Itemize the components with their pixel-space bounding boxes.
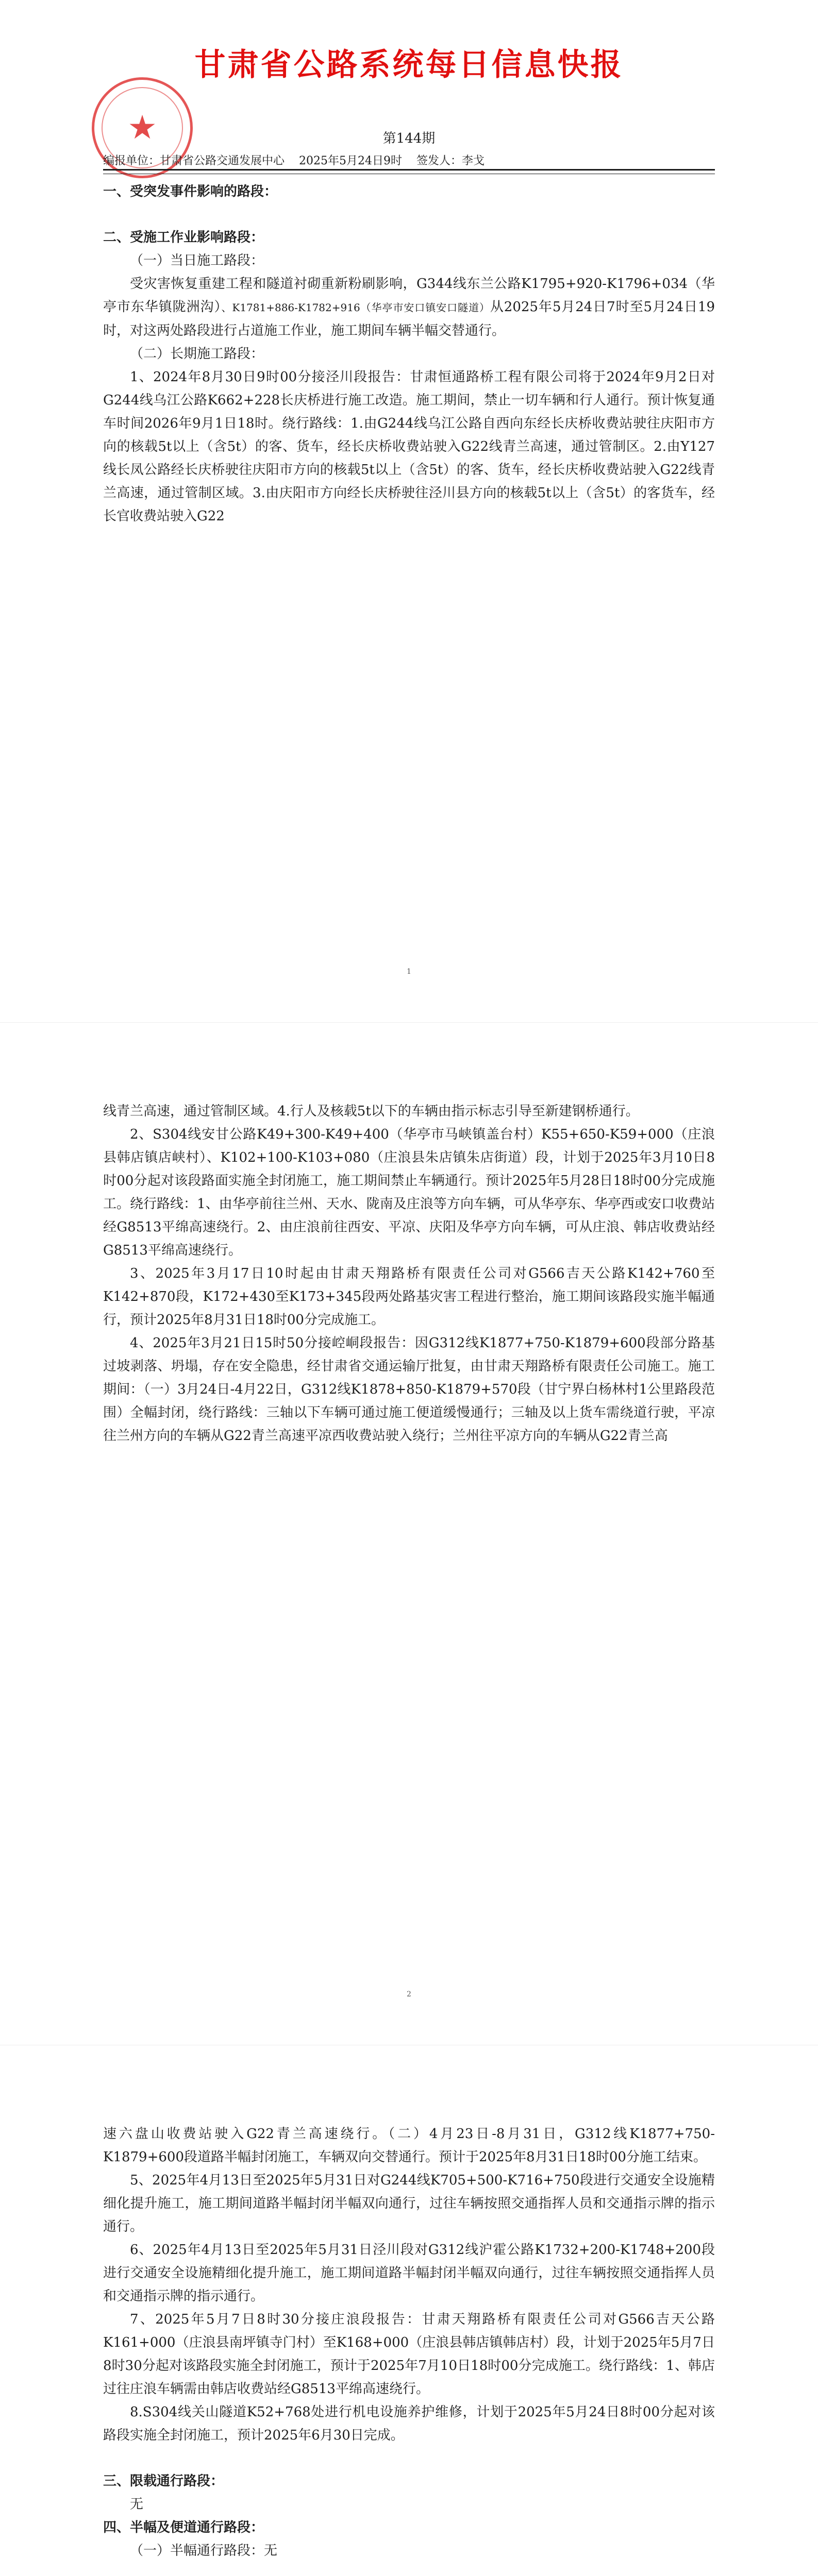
report-date: 2025年5月24日9时 — [299, 155, 402, 167]
item-3-paragraph: 3、2025年3月17日10时起由甘肃天翔路桥有限责任公司对G566吉天公路K142+760至K142+870段，K172+430至K173+345段两处路基灾害工程进行整治，施工期间该路段实施半幅通行，预计2025年8月31日18时00分完成施工。 — [103, 1266, 715, 1328]
page-1-body — [103, 180, 715, 528]
item-2-paragraph: 2、S304线安甘公路K49+300-K49+400（华亭市马峡镇盖台村）K55+650-K59+000（庄浪县韩店镇店峡村）、K102+100-K103+080（庄浪县朱店镇朱店街道）段，计划于2025年3月10日8时00分起对该段路面实施全封闭施工，施工期间禁止车辆通行。预计2025年5月28日18时00分完成施工。绕行路线：1、由华亭前往兰州、天水、陇南及庄浪等方向车辆，可从华亭东、华亭西或安口收费站经G8513平绵高速绕行。2、由庄浪前往西安、平凉、庆阳及华亭方向车辆，可从庄浪、韩店收费站经G8513平绵高速绕行。 — [103, 1127, 715, 1258]
paragraph-text: 受灾害恢复重建工程和隧道衬砌重新粉刷影响，G344线东兰公路K1795+920-K1796+034（华亭市东华镇陇洲沟） — [103, 276, 715, 315]
page-2-body — [103, 1100, 715, 1448]
star-icon: ★ — [127, 109, 157, 147]
document-title: 甘肃省公路系统每日信息快报 — [194, 47, 624, 83]
item-5-paragraph: 5、2025年4月13日至2025年5月31日对G244线K705+500-K716+750段进行交通安全设施精细化提升施工，施工期间道路半幅封闭半幅双向通行，过往车辆按照交通指挥人员和交通指示牌的指示通行。 — [103, 2173, 715, 2234]
item-6-paragraph: 6、2025年4月13日至2025年5月31日泾川段对G312线沪霍公路K1732+200-K1748+200段进行交通安全设施精细化提升施工，施工期间道路半幅封闭半幅双向通行，过往车辆按照交通指挥人员和交通指示牌的指示通行。 — [103, 2242, 715, 2304]
section-1-heading: 一、受突发事件影响的路段： — [103, 184, 278, 199]
signer: 签发人：李戈 — [416, 155, 485, 167]
section-2-heading: 二、受施工作业影响路段： — [103, 230, 264, 245]
section-2-1-heading: （一）当日施工路段： — [130, 253, 264, 268]
section-4-1: （一）半幅通行路段：无 — [130, 2543, 278, 2558]
compiler: 编报单位：甘肃省公路交通发展中心 — [103, 155, 285, 167]
section-3-none: 无 — [130, 2497, 144, 2512]
header-rule — [103, 169, 715, 171]
item-7-paragraph: 7、2025年5月7日8时30分接庄浪段报告：甘肃天翔路桥有限责任公司对G566吉天公路K161+000（庄浪县南坪镇寺门村）至K168+000（庄浪县韩店镇韩店村）段，计划于2025年5月7日8时30分起对该路段实施全封闭施工，预计于2025年7月10日18时00分完成施工。绕行路线：1、韩店过往庄浪车辆需由韩店收费站经G8513平绵高速绕行。 — [103, 2312, 715, 2397]
issue-number: 第144期 — [382, 131, 436, 146]
item-4-continued: 速六盘山收费站驶入G22青兰高速绕行。（二）4月23日-8月31日，G312线K1877+750-K1879+600段道路半幅封闭施工，车辆双向交替通行。预计于2025年8月31日18时00分施工结束。 — [103, 2126, 715, 2165]
section-2-2-heading: （二）长期施工路段： — [130, 346, 264, 362]
meta-line — [103, 152, 715, 168]
item-8-paragraph: 8.S304线关山隧道K52+768处进行机电设施养护维修，计划于2025年5月24日8时00分起对该路段实施全封闭施工，预计2025年6月30日完成。 — [103, 2404, 715, 2443]
paragraph-text-tail: 从2025年5月24日7时至5月24日19时，对这两处路段进行占道施工作业，施工期间车辆半幅交替通行。 — [103, 299, 715, 338]
page-2 — [0, 1023, 818, 2045]
section-3-heading: 三、限载通行路段： — [103, 2473, 224, 2489]
item-4-paragraph: 4、2025年3月21日15时50分接崆峒段报告：因G312线K1877+750-K1879+600段部分路基过坡剥落、坍塌，存在安全隐患，经甘肃省交通运输厅批复，由甘肃天翔路桥有限责任公司施工。施工期间：（一）3月24日-4月22日，G312线K1878+850-K1879+570段（甘宁界白杨林村1公里路段范围）全幅封闭，绕行路线：三轴以下车辆可通过施工便道缓慢通行；三轴及以上货车需绕道行驶，平凉往兰州方向的车辆从G22青兰高速平凉西收费站驶入绕行；兰州往平凉方向的车辆从G22青兰高 — [103, 1335, 715, 1444]
page-3-body — [103, 2123, 715, 2563]
page-number: 1 — [407, 968, 411, 976]
page-number: 2 — [407, 1990, 411, 1998]
section-4-heading: 四、半幅及便道通行路段： — [103, 2520, 264, 2535]
item-1-paragraph: 1、2024年8月30日9时00分接泾川段报告：甘肃恒通路桥工程有限公司将于2024年9月2日对G244线乌江公路K662+228长庆桥进行施工改造。施工期间，禁止一切车辆和行人通行。预计恢复通车时间2026年9月1日18时。绕行路线：1.由G244线乌江公路自西向东经长庆桥收费站驶往庆阳市方向的核载5t以上（含5t）的客、货车，经长庆桥收费站驶入G22线青兰高速，通过管制区。2.由Y127线长凤公路经长庆桥驶往庆阳市方向的核载5t以上（含5t）的客、货车，经长庆桥收费站驶入G22线青兰高速，通过管制区域。3.由庆阳市方向经长庆桥驶往泾川县方向的核载5t以上（含5t）的客货车，经长官收费站驶入G22 — [103, 369, 715, 524]
item-1-continued: 线青兰高速，通过管制区域。4.行人及核载5t以下的车辆由指示标志引导至新建钢桥通行。 — [103, 1104, 639, 1119]
page-3 — [0, 2045, 818, 2576]
page-1 — [0, 0, 818, 1022]
section-2-1-paragraph — [103, 273, 715, 343]
paragraph-small-text: 、K1781+886-K1782+916（华亭市安口镇安口隧道） — [221, 301, 490, 314]
